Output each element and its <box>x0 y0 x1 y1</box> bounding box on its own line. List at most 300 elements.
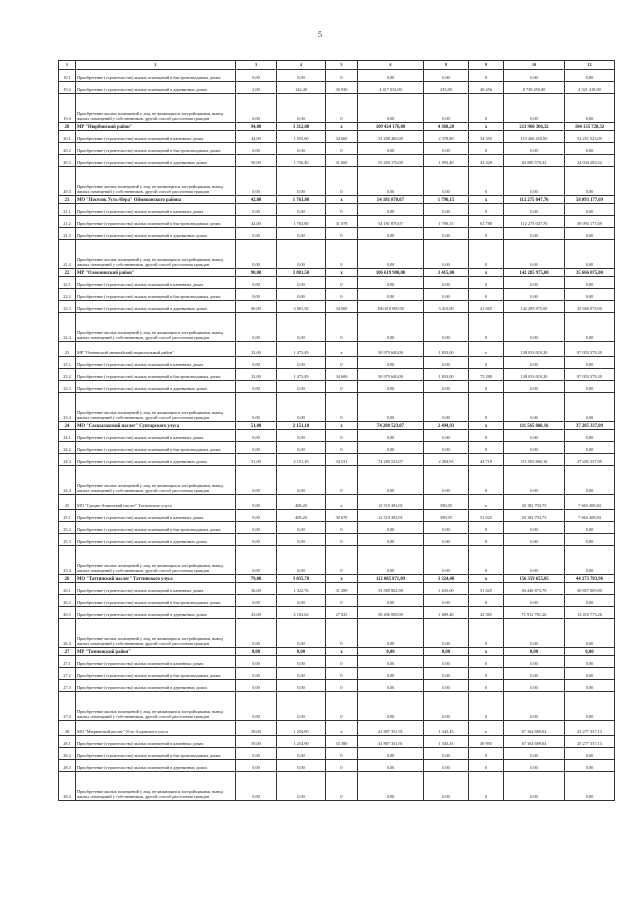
area-value-2-cell: 0,00 <box>424 357 469 369</box>
total-cost-cell: 4 417 032,00 <box>358 82 424 94</box>
row-name-cell: Приобретение (строительство) жилых помещений в быстровозводимых домах <box>76 369 236 381</box>
table-row <box>59 131 615 143</box>
row-name-cell: Приобретение жилых помещений у лиц, не являющихся застройщиками, вывод жилых помещений у собственников, другой способ расселения граждан <box>76 546 236 575</box>
area-value-cell: 0,00 <box>277 393 326 422</box>
municipality-row <box>59 196 615 204</box>
row-name-cell: МО "Таттинский наслег" Таттинского улуса <box>76 575 236 583</box>
table-row <box>59 301 615 313</box>
area-value-cell: 0,00 <box>277 546 326 575</box>
municipality-row <box>59 342 615 357</box>
row-number-cell: 22.1 <box>59 277 76 289</box>
unit-cost-cell: x <box>326 123 358 131</box>
apartment-count-cell: 0,00 <box>236 522 277 534</box>
table-row <box>59 546 615 575</box>
municipality-row <box>59 123 615 131</box>
row-name-cell: Приобретение (строительство) жилых помещений в деревянных домах <box>76 228 236 240</box>
total-cost-2-cell: 0,00 <box>504 692 565 721</box>
total-cost-cell: 0,00 <box>358 595 424 607</box>
unit-cost-cell: 33 380 <box>326 736 358 748</box>
area-value-cell: 1 756,40 <box>277 155 326 167</box>
unit-cost-2-cell: 0 <box>469 357 504 369</box>
table-row <box>59 772 615 801</box>
row-name-cell: Приобретение жилых помещений у лиц, не являющихся застройщиками, вывод жилых помещений у собственников, другой способ расселения граждан <box>76 692 236 721</box>
total-cost-cell: 50 979 640,00 <box>358 369 424 381</box>
total-cost-cell: 0,00 <box>358 466 424 495</box>
row-name-cell: Приобретение (строительство) жилых помещений в быстровозводимых домах <box>76 522 236 534</box>
apartment-count-cell: 0,00 <box>236 760 277 772</box>
unit-cost-2-cell: x <box>469 342 504 357</box>
table-row <box>59 656 615 668</box>
area-value-2-cell: 0,00 <box>424 595 469 607</box>
apartment-count-cell: 0,00 <box>236 70 277 82</box>
row-name-cell: МР "Оленекский эвенкийский национальный район" <box>76 342 236 357</box>
total-cost-cell: 74 280 523,07 <box>358 422 424 430</box>
row-name-cell: Приобретение жилых помещений у лиц, не являющихся застройщиками, вывод жилых помещений у собственников, другой способ расселения граждан <box>76 466 236 495</box>
apartment-count-cell: 79,00 <box>236 575 277 583</box>
unit-cost-cell: x <box>326 196 358 204</box>
area-value-2-cell: 0,00 <box>424 143 469 155</box>
unit-cost-cell: 34 600 <box>326 301 358 313</box>
row-number-cell: 21 <box>59 196 76 204</box>
apartment-count-cell: 32,00 <box>236 369 277 381</box>
apartment-count-cell: 0,00 <box>236 656 277 668</box>
unit-cost-cell: 0 <box>326 595 358 607</box>
unit-cost-cell: x <box>326 269 358 277</box>
total-cost-2-cell: 0,00 <box>504 680 565 692</box>
difference-value-cell: 0,00 <box>565 648 615 656</box>
row-number-cell: 25.2 <box>59 522 76 534</box>
apartment-count-cell: 0,00 <box>236 381 277 393</box>
total-cost-cell: 0,00 <box>358 143 424 155</box>
total-cost-cell: 53 208 400,00 <box>358 131 424 143</box>
table-row <box>59 619 615 648</box>
area-value-2-cell: 1 635,00 <box>424 583 469 595</box>
row-number-cell: 23.3 <box>59 381 76 393</box>
difference-value-cell: 37 285 337,09 <box>565 422 615 430</box>
unit-cost-2-cell: 0 <box>469 228 504 240</box>
total-cost-cell: 58 496 008,00 <box>358 607 424 619</box>
total-cost-2-cell: 142 285 975,00 <box>504 301 565 313</box>
unit-cost-cell: 0 <box>326 619 358 648</box>
total-cost-2-cell: 138 033 019,20 <box>504 342 565 357</box>
total-cost-2-cell: 112 275 047,76 <box>504 196 565 204</box>
row-name-cell: Приобретение (строительство) жилых помещений в каменных домах <box>76 430 236 442</box>
row-number-cell: 27 <box>59 648 76 656</box>
area-value-2-cell: 1 343,43 <box>424 736 469 748</box>
area-value-2-cell: 0,00 <box>424 772 469 801</box>
total-cost-cell: 0,00 <box>358 240 424 269</box>
column-header: 3 <box>236 61 277 70</box>
area-value-cell: 1 254,90 <box>277 736 326 748</box>
row-number-cell: 24.2 <box>59 442 76 454</box>
row-number-cell: 26 <box>59 575 76 583</box>
area-value-2-cell: 1 343,43 <box>424 721 469 736</box>
total-cost-2-cell: 0,00 <box>504 466 565 495</box>
apartment-count-cell: 0,00 <box>236 204 277 216</box>
difference-value-cell: 104 135 720,32 <box>565 123 615 131</box>
difference-value-cell: 7 663 409,84 <box>565 495 615 510</box>
unit-cost-cell: 34 600 <box>326 369 358 381</box>
column-header: 9 <box>469 61 504 70</box>
unit-cost-2-cell: 0 <box>469 692 504 721</box>
unit-cost-2-cell: 0 <box>469 313 504 342</box>
row-name-cell: МР "Томпонский район" <box>76 648 236 656</box>
area-value-2-cell: 1 689,48 <box>424 607 469 619</box>
difference-value-cell: 0,00 <box>565 430 615 442</box>
total-cost-2-cell: 20 182 793,75 <box>504 510 565 522</box>
total-cost-2-cell: 111 565 860,16 <box>504 422 565 430</box>
area-value-cell: 0,00 <box>277 648 326 656</box>
total-cost-cell: 12 519 383,91 <box>358 495 424 510</box>
row-name-cell: Приобретение (строительство) жилых помещений в быстровозводимых домах <box>76 70 236 82</box>
difference-value-cell: 0,00 <box>565 143 615 155</box>
area-value-2-cell: 0,00 <box>424 546 469 575</box>
table-row <box>59 277 615 289</box>
row-number-cell: 23.1 <box>59 357 76 369</box>
area-value-2-cell: 0,00 <box>424 94 469 123</box>
area-value-2-cell: 0,00 <box>424 466 469 495</box>
area-value-cell: 3 035,78 <box>277 575 326 583</box>
row-name-cell: Приобретение (строительство) жилых помещений в деревянных домах <box>76 534 236 546</box>
area-value-cell: 0,00 <box>277 772 326 801</box>
table-row <box>59 736 615 748</box>
area-value-2-cell: 0,00 <box>424 760 469 772</box>
table-row <box>59 289 615 301</box>
difference-value-cell: 0,00 <box>565 277 615 289</box>
apartment-count-cell: 0,00 <box>236 240 277 269</box>
row-number-cell: 20.1 <box>59 131 76 143</box>
total-cost-2-cell: 0,00 <box>504 94 565 123</box>
unit-cost-cell: 0 <box>326 772 358 801</box>
row-number-cell: 23.2 <box>59 369 76 381</box>
apartment-count-cell: 36,00 <box>236 583 277 595</box>
unit-cost-2-cell: 0 <box>469 546 504 575</box>
unit-cost-cell: 31 600 <box>326 155 358 167</box>
area-value-cell: 0,00 <box>277 760 326 772</box>
unit-cost-cell: 0 <box>326 668 358 680</box>
area-value-cell: 408,20 <box>277 510 326 522</box>
row-number-cell: 26.1 <box>59 583 76 595</box>
table-row <box>59 692 615 721</box>
area-value-cell: 0,00 <box>277 748 326 760</box>
difference-value-cell: 87 053 379,20 <box>565 342 615 357</box>
row-name-cell: Приобретение (строительство) жилых помещений в деревянных домах <box>76 680 236 692</box>
area-value-2-cell: 1 790,15 <box>424 216 469 228</box>
total-cost-2-cell: 84 446 873,79 <box>504 583 565 595</box>
apartment-count-cell: 0,00 <box>236 648 277 656</box>
difference-value-cell: 37 285 337,09 <box>565 454 615 466</box>
difference-value-cell: 58 093 177,69 <box>565 196 615 204</box>
row-number-cell: 25 <box>59 495 76 510</box>
apartment-count-cell: 0,00 <box>236 393 277 422</box>
area-value-cell: 0,00 <box>277 240 326 269</box>
difference-value-cell: 25 277 337,13 <box>565 721 615 736</box>
unit-cost-2-cell: 0 <box>469 748 504 760</box>
area-value-2-cell: 235,00 <box>424 82 469 94</box>
row-number-cell: 27.1 <box>59 656 76 668</box>
area-value-2-cell: 0,00 <box>424 680 469 692</box>
total-cost-2-cell: 0,00 <box>504 619 565 648</box>
unit-cost-2-cell: x <box>469 422 504 430</box>
table-row <box>59 534 615 546</box>
row-number-cell: 22.3 <box>59 301 76 313</box>
total-cost-cell: 0,00 <box>358 680 424 692</box>
area-value-cell: 0,00 <box>277 94 326 123</box>
difference-value-cell: 4 321 418,00 <box>565 82 615 94</box>
row-number-cell: 22.2 <box>59 289 76 301</box>
total-cost-cell: 54 181 870,07 <box>358 196 424 204</box>
row-name-cell: Приобретение жилых помещений у лиц, не являющихся застройщиками, вывод жилых помещений у собственников, другой способ расселения граждан <box>76 313 236 342</box>
table-row <box>59 430 615 442</box>
unit-cost-2-cell: 61 788 <box>469 216 504 228</box>
unit-cost-cell: 31 078 <box>326 216 358 228</box>
total-cost-cell: 106 619 900,00 <box>358 269 424 277</box>
total-cost-2-cell: 138 033 019,20 <box>504 369 565 381</box>
table-row <box>59 240 615 269</box>
row-name-cell: Приобретение (строительство) жилых помещений в каменных домах <box>76 277 236 289</box>
unit-cost-cell: x <box>326 648 358 656</box>
area-value-2-cell: 0,00 <box>424 277 469 289</box>
table-row <box>59 155 615 167</box>
row-number-cell: 21.1 <box>59 204 76 216</box>
unit-cost-2-cell: 43 428 <box>469 155 504 167</box>
unit-cost-cell: 0 <box>326 692 358 721</box>
difference-value-cell: 0,00 <box>565 381 615 393</box>
area-value-cell: 1 322,76 <box>277 583 326 595</box>
table-row <box>59 94 615 123</box>
row-name-cell: Приобретение (строительство) жилых помещений в каменных домах <box>76 656 236 668</box>
total-cost-cell: 12 519 383,91 <box>358 510 424 522</box>
unit-cost-2-cell: 0 <box>469 430 504 442</box>
total-cost-2-cell: 84 580 579,32 <box>504 155 565 167</box>
total-cost-cell: 0,00 <box>358 289 424 301</box>
row-number-cell: 20 <box>59 123 76 131</box>
area-value-2-cell: 390,05 <box>424 510 469 522</box>
row-name-cell: МО "Саскылахский наслег" Сунтарского улуса <box>76 422 236 430</box>
row-number-cell: 28.3 <box>59 760 76 772</box>
unit-cost-2-cell: 51 625 <box>469 583 504 595</box>
unit-cost-2-cell: 51 625 <box>469 510 504 522</box>
apartment-count-cell: 9,00 <box>236 510 277 522</box>
column-header: 1 <box>59 61 76 70</box>
unit-cost-2-cell: 0 <box>469 277 504 289</box>
row-name-cell: Приобретение (строительство) жилых помещений в каменных домах <box>76 357 236 369</box>
row-number-cell: 27.4 <box>59 692 76 721</box>
row-number-cell: 24.4 <box>59 466 76 495</box>
total-cost-2-cell: 111 565 860,16 <box>504 454 565 466</box>
unit-cost-2-cell: 0 <box>469 167 504 196</box>
area-value-2-cell: 0,00 <box>424 393 469 422</box>
difference-value-cell: 0,00 <box>565 692 615 721</box>
unit-cost-cell: 0 <box>326 534 358 546</box>
area-value-2-cell: 0,00 <box>424 430 469 442</box>
row-number-cell: 22 <box>59 269 76 277</box>
unit-cost-2-cell: 0 <box>469 289 504 301</box>
row-number-cell: 19.1 <box>59 70 76 82</box>
unit-cost-2-cell: 0 <box>469 760 504 772</box>
unit-cost-2-cell: 0 <box>469 619 504 648</box>
difference-value-cell: 0,00 <box>565 289 615 301</box>
total-cost-cell: 0,00 <box>358 228 424 240</box>
row-number-cell: 28.4 <box>59 772 76 801</box>
row-name-cell: Приобретение (строительство) жилых помещений в каменных домах <box>76 583 236 595</box>
apartment-count-cell: 43,00 <box>236 607 277 619</box>
apartment-count-cell: 0,00 <box>236 534 277 546</box>
difference-value-cell: 0,00 <box>565 313 615 342</box>
total-cost-cell: 0,00 <box>358 94 424 123</box>
row-number-cell: 19.4 <box>59 94 76 123</box>
row-name-cell: Приобретение жилых помещений у лиц, не являющихся застройщиками, вывод жилых помещений у собственников, другой способ расселения граждан <box>76 772 236 801</box>
unit-cost-cell: 0 <box>326 546 358 575</box>
row-name-cell: Приобретение (строительство) жилых помещений в деревянных домах <box>76 454 236 466</box>
area-value-2-cell: 0,00 <box>424 656 469 668</box>
total-cost-cell: 0,00 <box>358 656 424 668</box>
row-name-cell: МО "Мюрюнский наслег" Усть-Алданского улуса <box>76 721 236 736</box>
total-cost-2-cell: 0,00 <box>504 648 565 656</box>
table-row <box>59 357 615 369</box>
page-number: 5 <box>318 30 322 39</box>
total-cost-cell: 41 887 351,91 <box>358 721 424 736</box>
total-cost-cell: 109 424 176,00 <box>358 123 424 131</box>
area-value-2-cell: 2 494,93 <box>424 454 469 466</box>
area-value-2-cell: 0,00 <box>424 668 469 680</box>
area-value-cell: 0,00 <box>277 143 326 155</box>
difference-value-cell: 0,00 <box>565 534 615 546</box>
unit-cost-2-cell: 40 456 <box>469 82 504 94</box>
apartment-count-cell: 0,00 <box>236 167 277 196</box>
table-row <box>59 82 615 94</box>
difference-value-cell: 0,00 <box>565 70 615 82</box>
total-cost-cell: 0,00 <box>358 393 424 422</box>
area-value-cell: 0,00 <box>277 357 326 369</box>
row-number-cell: 24.3 <box>59 454 76 466</box>
unit-cost-2-cell: x <box>469 575 504 583</box>
table-row <box>59 454 615 466</box>
unit-cost-2-cell: 0 <box>469 668 504 680</box>
row-number-cell: 28 <box>59 721 76 736</box>
area-value-cell: 1 473,49 <box>277 342 326 357</box>
area-value-cell: 0,00 <box>277 668 326 680</box>
table-row <box>59 143 615 155</box>
municipality-row <box>59 495 615 510</box>
area-value-cell: 142,40 <box>277 82 326 94</box>
area-value-2-cell: 0,00 <box>424 167 469 196</box>
row-name-cell: Приобретение (строительство) жилых помещений в быстровозводимых домах <box>76 595 236 607</box>
table-row <box>59 607 615 619</box>
difference-value-cell: 0,00 <box>565 167 615 196</box>
apartment-count-cell: 94,00 <box>236 123 277 131</box>
table-row <box>59 466 615 495</box>
row-name-cell: Приобретение жилых помещений у лиц, не являющихся застройщиками, вывод жилых помещений у собственников, другой способ расселения граждан <box>76 393 236 422</box>
apartment-count-cell: 51,00 <box>236 454 277 466</box>
unit-cost-2-cell: 0 <box>469 143 504 155</box>
total-cost-2-cell: 67 164 689,04 <box>504 736 565 748</box>
difference-value-cell: 0,00 <box>565 442 615 454</box>
unit-cost-2-cell: x <box>469 495 504 510</box>
row-number-cell: 26.4 <box>59 619 76 648</box>
apartment-count-cell: 0,00 <box>236 466 277 495</box>
unit-cost-2-cell: x <box>469 721 504 736</box>
total-cost-2-cell: 0,00 <box>504 442 565 454</box>
total-cost-cell: 0,00 <box>358 313 424 342</box>
difference-value-cell: 0,00 <box>565 760 615 772</box>
table-row <box>59 748 615 760</box>
total-cost-2-cell: 0,00 <box>504 772 565 801</box>
area-value-cell: 1 254,90 <box>277 721 326 736</box>
unit-cost-cell: 0 <box>326 760 358 772</box>
unit-cost-cell: 0 <box>326 522 358 534</box>
unit-cost-cell: 0 <box>326 442 358 454</box>
table-row <box>59 313 615 342</box>
row-name-cell: Приобретение (строительство) жилых помещений в каменных домах <box>76 131 236 143</box>
total-cost-cell: 74 280 523,07 <box>358 454 424 466</box>
area-value-cell: 0,00 <box>277 228 326 240</box>
unit-cost-cell: 34 531 <box>326 454 358 466</box>
difference-value-cell: 30 857 009,80 <box>565 583 615 595</box>
apartment-count-cell: 0,00 <box>236 619 277 648</box>
area-value-cell: 1 763,80 <box>277 196 326 204</box>
row-name-cell: Приобретение (строительство) жилых помещений в деревянных домах <box>76 155 236 167</box>
apartment-count-cell: 39,00 <box>236 721 277 736</box>
unit-cost-2-cell: 0 <box>469 442 504 454</box>
table-row <box>59 680 615 692</box>
unit-cost-2-cell: 75 288 <box>469 369 504 381</box>
row-name-cell: Приобретение (строительство) жилых помещений в быстровозводимых домах <box>76 442 236 454</box>
unit-cost-cell: 0 <box>326 70 358 82</box>
area-value-cell: 0,00 <box>277 313 326 342</box>
total-cost-2-cell: 0,00 <box>504 393 565 422</box>
unit-cost-cell: 34 600 <box>326 131 358 143</box>
total-cost-cell: 0,00 <box>358 748 424 760</box>
total-cost-2-cell: 20 182 793,75 <box>504 495 565 510</box>
area-value-2-cell: 0,00 <box>424 289 469 301</box>
row-number-cell: 25.4 <box>59 546 76 575</box>
difference-value-cell: 0,00 <box>565 772 615 801</box>
area-value-cell: 0,00 <box>277 692 326 721</box>
column-header: 5 <box>326 61 358 70</box>
table-row <box>59 522 615 534</box>
area-value-2-cell: 1 790,15 <box>424 196 469 204</box>
unit-cost-2-cell: x <box>469 269 504 277</box>
table-row <box>59 595 615 607</box>
unit-cost-2-cell: 0 <box>469 534 504 546</box>
area-value-cell: 3 312,00 <box>277 123 326 131</box>
total-cost-cell: 0,00 <box>358 442 424 454</box>
total-cost-cell: 0,00 <box>358 430 424 442</box>
difference-value-cell: 0,00 <box>565 522 615 534</box>
total-cost-2-cell: 0,00 <box>504 595 565 607</box>
row-name-cell: Приобретение (строительство) жилых помещений в деревянных домах <box>76 82 236 94</box>
unit-cost-cell: x <box>326 575 358 583</box>
row-name-cell: МО "Поселок Усть-Нера" Оймяконского района <box>76 196 236 204</box>
difference-value-cell: 0,00 <box>565 94 615 123</box>
table-row <box>59 760 615 772</box>
row-name-cell: Приобретение жилых помещений у лиц, не являющихся застройщиками, вывод жилых помещений у собственников, другой способ расселения граждан <box>76 619 236 648</box>
unit-cost-cell: 0 <box>326 381 358 393</box>
row-number-cell: 28.2 <box>59 748 76 760</box>
row-name-cell: Приобретение жилых помещений у лиц, не являющихся застройщиками, вывод жилых помещений у собственников, другой способ расселения граждан <box>76 240 236 269</box>
apartment-count-cell: 0,00 <box>236 442 277 454</box>
apartment-count-cell: 9,00 <box>236 495 277 510</box>
total-cost-2-cell: 115 460 450,00 <box>504 131 565 143</box>
total-cost-cell: 55 450 176,00 <box>358 155 424 167</box>
unit-cost-cell: x <box>326 422 358 430</box>
area-value-cell: 0,00 <box>277 680 326 692</box>
unit-cost-cell: x <box>326 495 358 510</box>
row-number-cell: 20.3 <box>59 155 76 167</box>
table-row <box>59 369 615 381</box>
row-number-cell: 25.1 <box>59 510 76 522</box>
